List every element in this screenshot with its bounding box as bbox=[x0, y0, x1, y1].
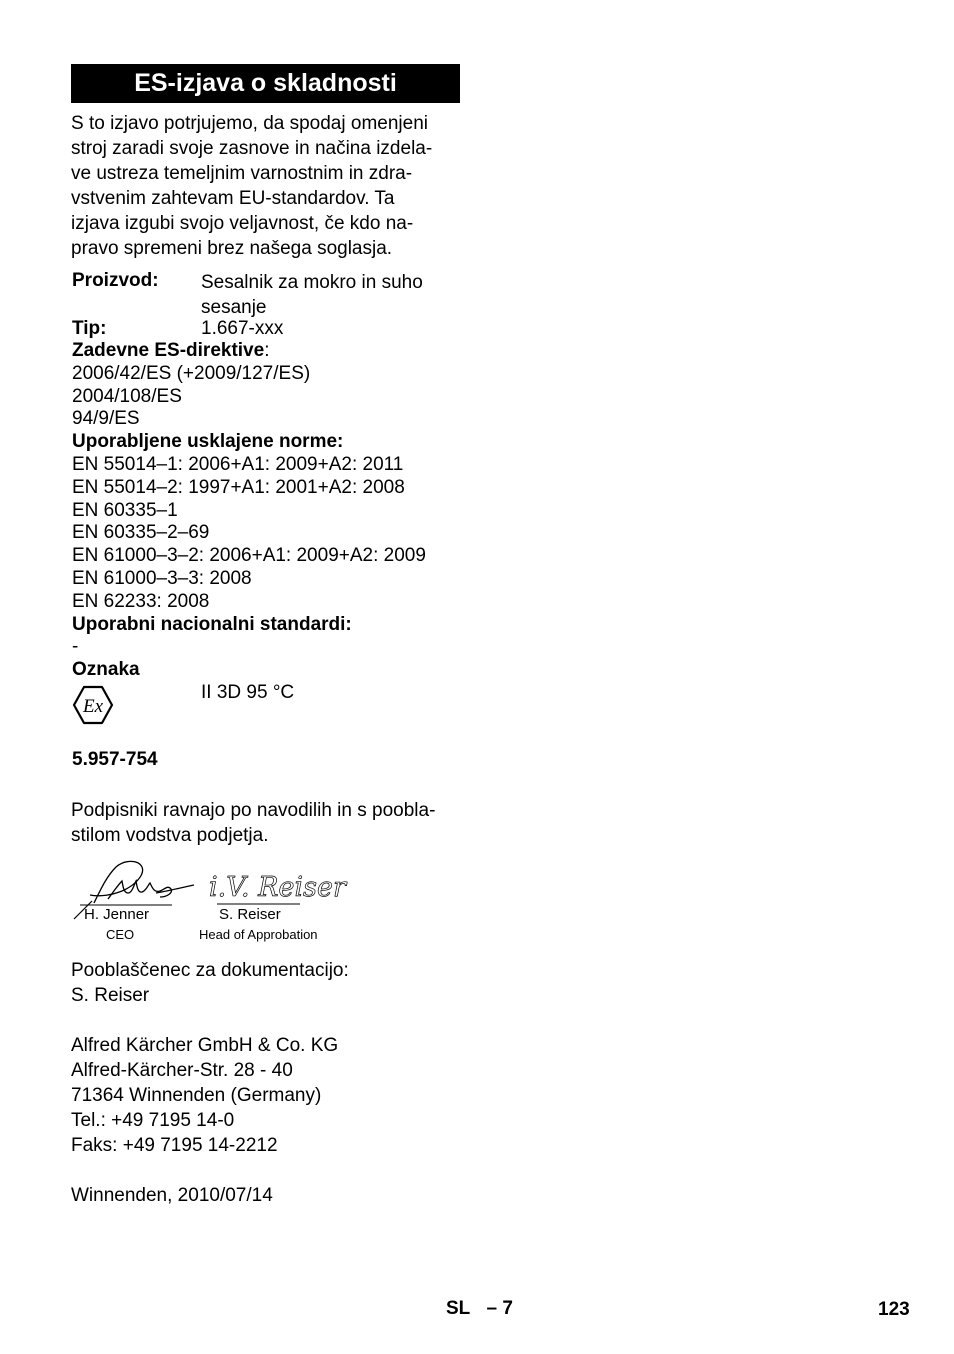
page-title bbox=[71, 64, 460, 103]
address-line: Tel.: +49 7195 14-0 bbox=[71, 1110, 235, 1131]
footer-section-ref bbox=[446, 1298, 513, 1320]
signature-role: CEO bbox=[106, 927, 135, 942]
signatories-note-line: stilom vodstva podjetja. bbox=[71, 825, 269, 846]
address-line: Alfred Kärcher GmbH & Co. KG bbox=[71, 1035, 339, 1056]
footer-language: SL bbox=[446, 1298, 470, 1319]
directives-heading-colon: : bbox=[264, 340, 270, 361]
address-line: Faks: +49 7195 14-2212 bbox=[71, 1135, 278, 1156]
footer-section-page: 7 bbox=[502, 1298, 513, 1319]
marking-value: II 3D 95 °C bbox=[201, 682, 295, 703]
product-value-line: Sesalnik za mokro in suho bbox=[201, 272, 423, 293]
signature-handwriting-text: i.V. Reiser bbox=[209, 872, 346, 903]
signatories-note-line: Podpisniki ravnajo po navodilih in s poobla- bbox=[71, 800, 436, 821]
harmonized-item: EN 62233: 2008 bbox=[72, 590, 210, 612]
documentation-label: Pooblaščenec za dokumentacijo: bbox=[71, 960, 349, 981]
directives-heading-text: Zadevne ES-direktive bbox=[72, 340, 265, 361]
harmonized-item: EN 61000–3–3: 2008 bbox=[72, 567, 252, 589]
address-line: 71364 Winnenden (Germany) bbox=[71, 1085, 322, 1106]
ex-icon-text: Ex bbox=[82, 696, 104, 717]
signature-name: S. Reiser bbox=[219, 906, 281, 923]
documentation-name: S. Reiser bbox=[71, 985, 150, 1006]
intro-line: izjava izgubi svojo veljavnost, če kdo na- bbox=[71, 213, 414, 234]
ex-explosion-protection-icon bbox=[72, 685, 114, 725]
intro-line: vstvenim zahtevam EU-standardov. Ta bbox=[71, 188, 395, 209]
harmonized-item: EN 55014–1: 2006+A1: 2009+A2: 2011 bbox=[72, 453, 404, 475]
directive-item: 2006/42/ES (+2009/127/ES) bbox=[72, 362, 311, 384]
address-line: Alfred-Kärcher-Str. 28 - 40 bbox=[71, 1060, 293, 1081]
product-value bbox=[201, 270, 423, 320]
standards-block bbox=[72, 340, 426, 682]
intro-paragraph bbox=[71, 111, 432, 261]
intro-line: pravo spremeni brez našega soglasja. bbox=[71, 238, 393, 259]
signature-h-jenner bbox=[72, 855, 197, 910]
harmonized-item: EN 61000–3–2: 2006+A1: 2009+A2: 2009 bbox=[72, 545, 426, 567]
product-value-line: sesanje bbox=[201, 297, 267, 318]
signature-role: Head of Approbation bbox=[199, 927, 318, 942]
directive-item: 94/9/ES bbox=[72, 408, 140, 430]
harmonized-item: EN 55014–2: 1997+A1: 2001+A2: 2008 bbox=[72, 476, 405, 498]
signature-name: H. Jenner bbox=[84, 906, 150, 923]
document-number: 5.957-754 bbox=[72, 749, 158, 770]
company-address bbox=[71, 1033, 338, 1158]
harmonized-heading: Uporabljene usklajene norme: bbox=[72, 431, 344, 453]
type-label: Tip: bbox=[72, 318, 107, 339]
page-number: 123 bbox=[878, 1299, 910, 1320]
footer-separator: – bbox=[486, 1298, 498, 1319]
national-value: - bbox=[72, 636, 79, 658]
type-value: 1.667-xxx bbox=[201, 318, 284, 339]
place-date: Winnenden, 2010/07/14 bbox=[71, 1185, 273, 1206]
harmonized-item: EN 60335–1 bbox=[72, 499, 178, 521]
directive-item: 2004/108/ES bbox=[72, 385, 182, 407]
documentation-block bbox=[71, 958, 349, 1008]
page-title-text: ES-izjava o skladnosti bbox=[134, 69, 397, 97]
intro-line: ve ustreza temeljnim varnostnim in zdra- bbox=[71, 163, 413, 184]
signatories-note bbox=[71, 798, 435, 848]
national-heading: Uporabni nacionalni standardi: bbox=[72, 613, 352, 635]
marking-heading: Oznaka bbox=[72, 659, 140, 681]
harmonized-item: EN 60335–2–69 bbox=[72, 522, 210, 544]
signature-s-reiser bbox=[205, 860, 346, 908]
product-label: Proizvod: bbox=[72, 270, 159, 291]
directives-heading bbox=[72, 340, 426, 363]
intro-line: S to izjavo potrjujemo, da spodaj omenjeni bbox=[71, 113, 428, 134]
intro-line: stroj zaradi svoje zasnove in načina izdela- bbox=[71, 138, 433, 159]
